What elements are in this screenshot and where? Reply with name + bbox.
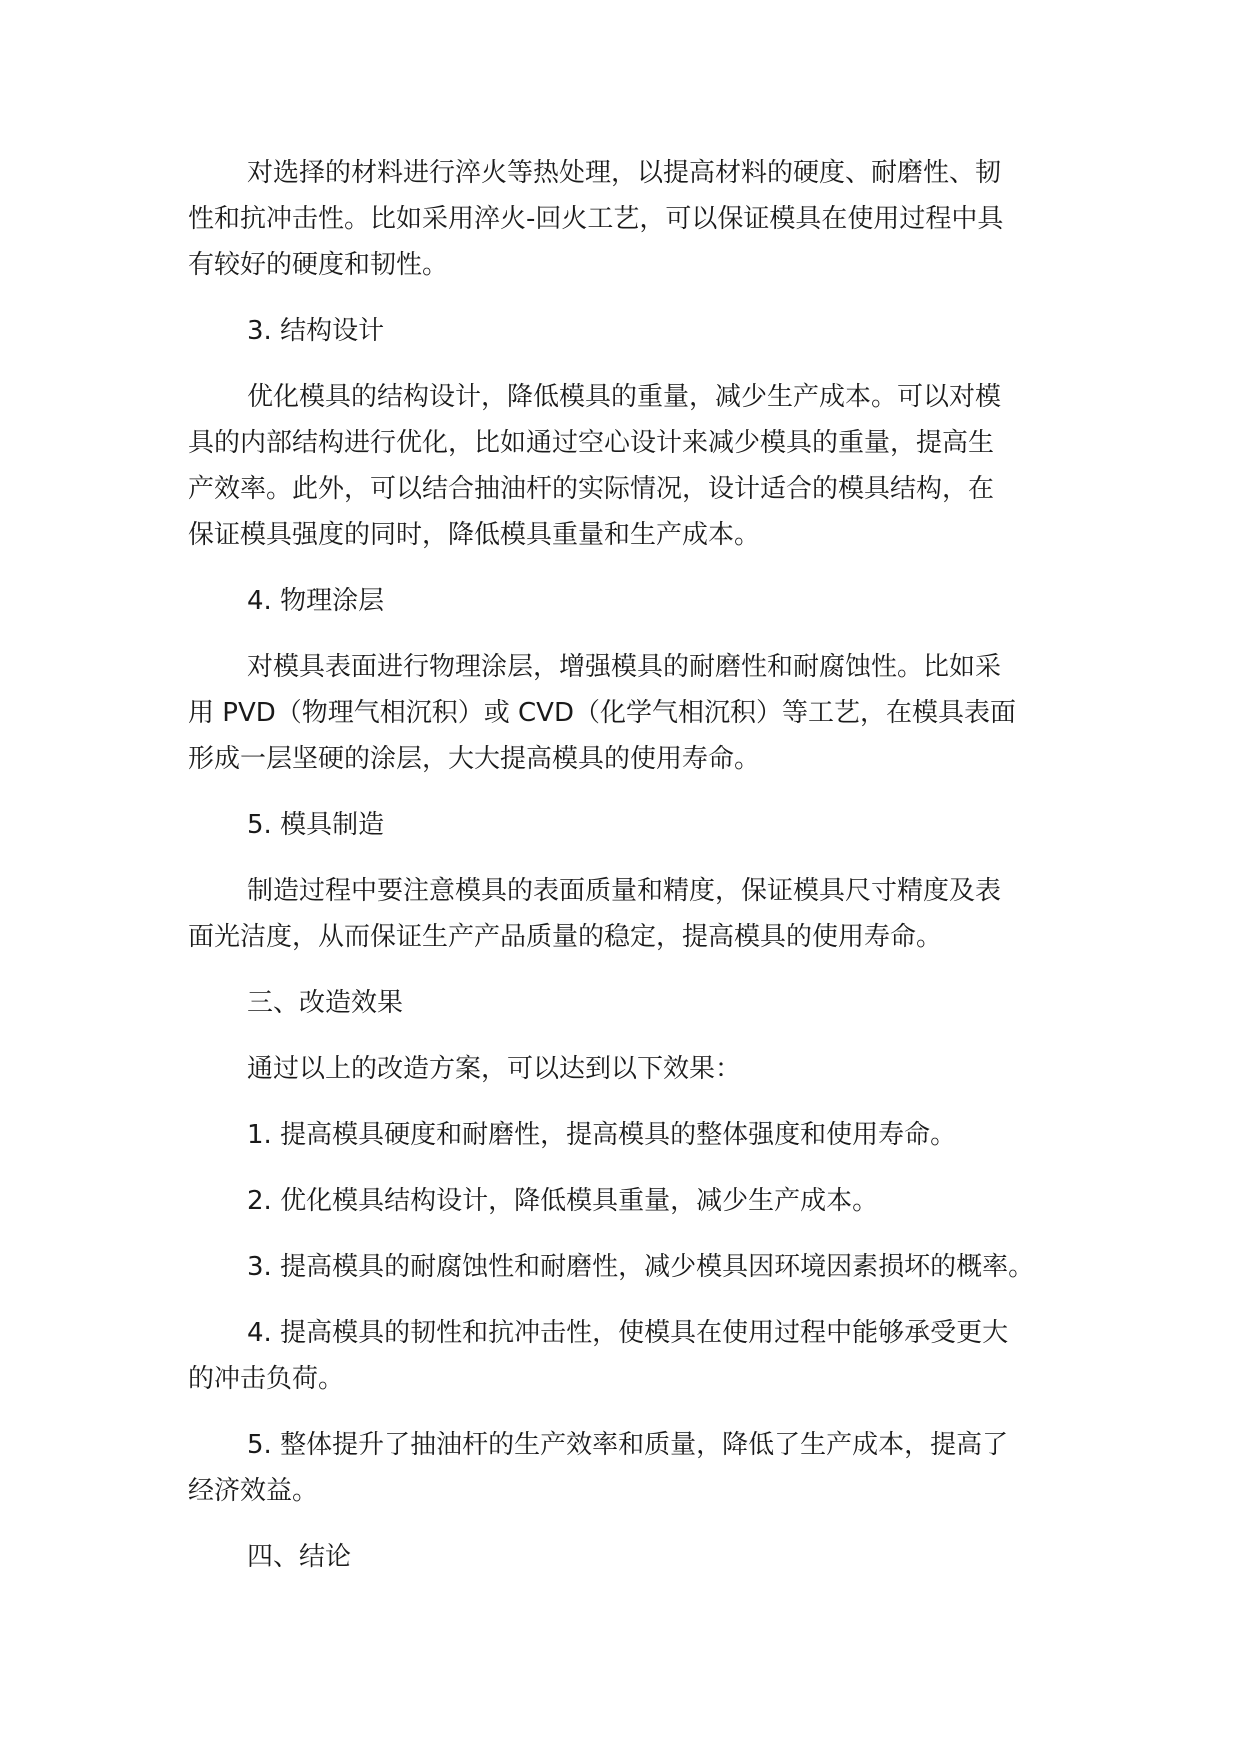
paragraph-heat-treatment — [188, 150, 1068, 288]
text-line: 制造过程中要注意模具的表面质量和精度，保证模具尺寸精度及表 — [247, 876, 1002, 906]
text-line: 对模具表面进行物理涂层，增强模具的耐磨性和耐腐蚀性。比如采 — [247, 652, 1002, 682]
paragraph-effects-intro — [188, 1046, 1068, 1092]
heading-text: 3. 结构设计 — [247, 316, 385, 346]
text-line: 性和抗冲击性。比如采用淬火-回火工艺，可以保证模具在使用过程中具 — [188, 204, 1004, 234]
text-line: 产效率。此外，可以结合抽油杆的实际情况，设计适合的模具结构，在 — [188, 474, 995, 504]
text-line: 对选择的材料进行淬火等热处理，以提高材料的硬度、耐磨性、韧 — [247, 158, 1002, 188]
heading-conclusion — [188, 1534, 1068, 1580]
text-line: 2. 优化模具结构设计，降低模具重量，减少生产成本。 — [247, 1186, 879, 1216]
heading-text: 三、改造效果 — [247, 988, 404, 1018]
text-line: 1. 提高模具硬度和耐磨性，提高模具的整体强度和使用寿命。 — [247, 1120, 957, 1150]
heading-physical-coating — [188, 578, 1068, 624]
text-line: 经济效益。 — [188, 1476, 319, 1506]
heading-mold-manufacturing — [188, 802, 1068, 848]
paragraph-structure-design — [188, 374, 1068, 558]
text-line: 4. 提高模具的韧性和抗冲击性，使模具在使用过程中能够承受更大 — [247, 1318, 1009, 1348]
text-line: 5. 整体提升了抽油杆的生产效率和质量，降低了生产成本，提高了 — [247, 1430, 1009, 1460]
paragraph-mold-manufacturing — [188, 868, 1068, 960]
text-line: 用 PVD（物理气相沉积）或 CVD（化学气相沉积）等工艺，在模具表面 — [188, 698, 1016, 728]
list-item-effect-4 — [188, 1310, 1068, 1402]
list-item-effect-5 — [188, 1422, 1068, 1514]
text-line: 保证模具强度的同时，降低模具重量和生产成本。 — [188, 520, 761, 550]
heading-structure-design — [188, 308, 1068, 354]
text-line: 通过以上的改造方案，可以达到以下效果： — [247, 1054, 742, 1084]
list-item-effect-2 — [188, 1178, 1068, 1224]
text-line: 的冲击负荷。 — [188, 1364, 345, 1394]
heading-text: 4. 物理涂层 — [247, 586, 385, 616]
list-item-effect-3 — [188, 1244, 1068, 1290]
heading-text: 四、结论 — [247, 1542, 352, 1572]
text-line: 具的内部结构进行优化，比如通过空心设计来减少模具的重量，提高生 — [188, 428, 995, 458]
text-line: 3. 提高模具的耐腐蚀性和耐磨性，减少模具因环境因素损坏的概率。 — [247, 1252, 1035, 1282]
document-page — [188, 150, 1068, 1600]
list-item-effect-1 — [188, 1112, 1068, 1158]
paragraph-physical-coating — [188, 644, 1068, 782]
text-line: 优化模具的结构设计，降低模具的重量，减少生产成本。可以对模 — [247, 382, 1002, 412]
heading-improvement-effects — [188, 980, 1068, 1026]
text-line: 面光洁度，从而保证生产产品质量的稳定，提高模具的使用寿命。 — [188, 922, 943, 952]
text-line: 有较好的硬度和韧性。 — [188, 250, 449, 280]
heading-text: 5. 模具制造 — [247, 810, 385, 840]
text-line: 形成一层坚硬的涂层，大大提高模具的使用寿命。 — [188, 744, 761, 774]
